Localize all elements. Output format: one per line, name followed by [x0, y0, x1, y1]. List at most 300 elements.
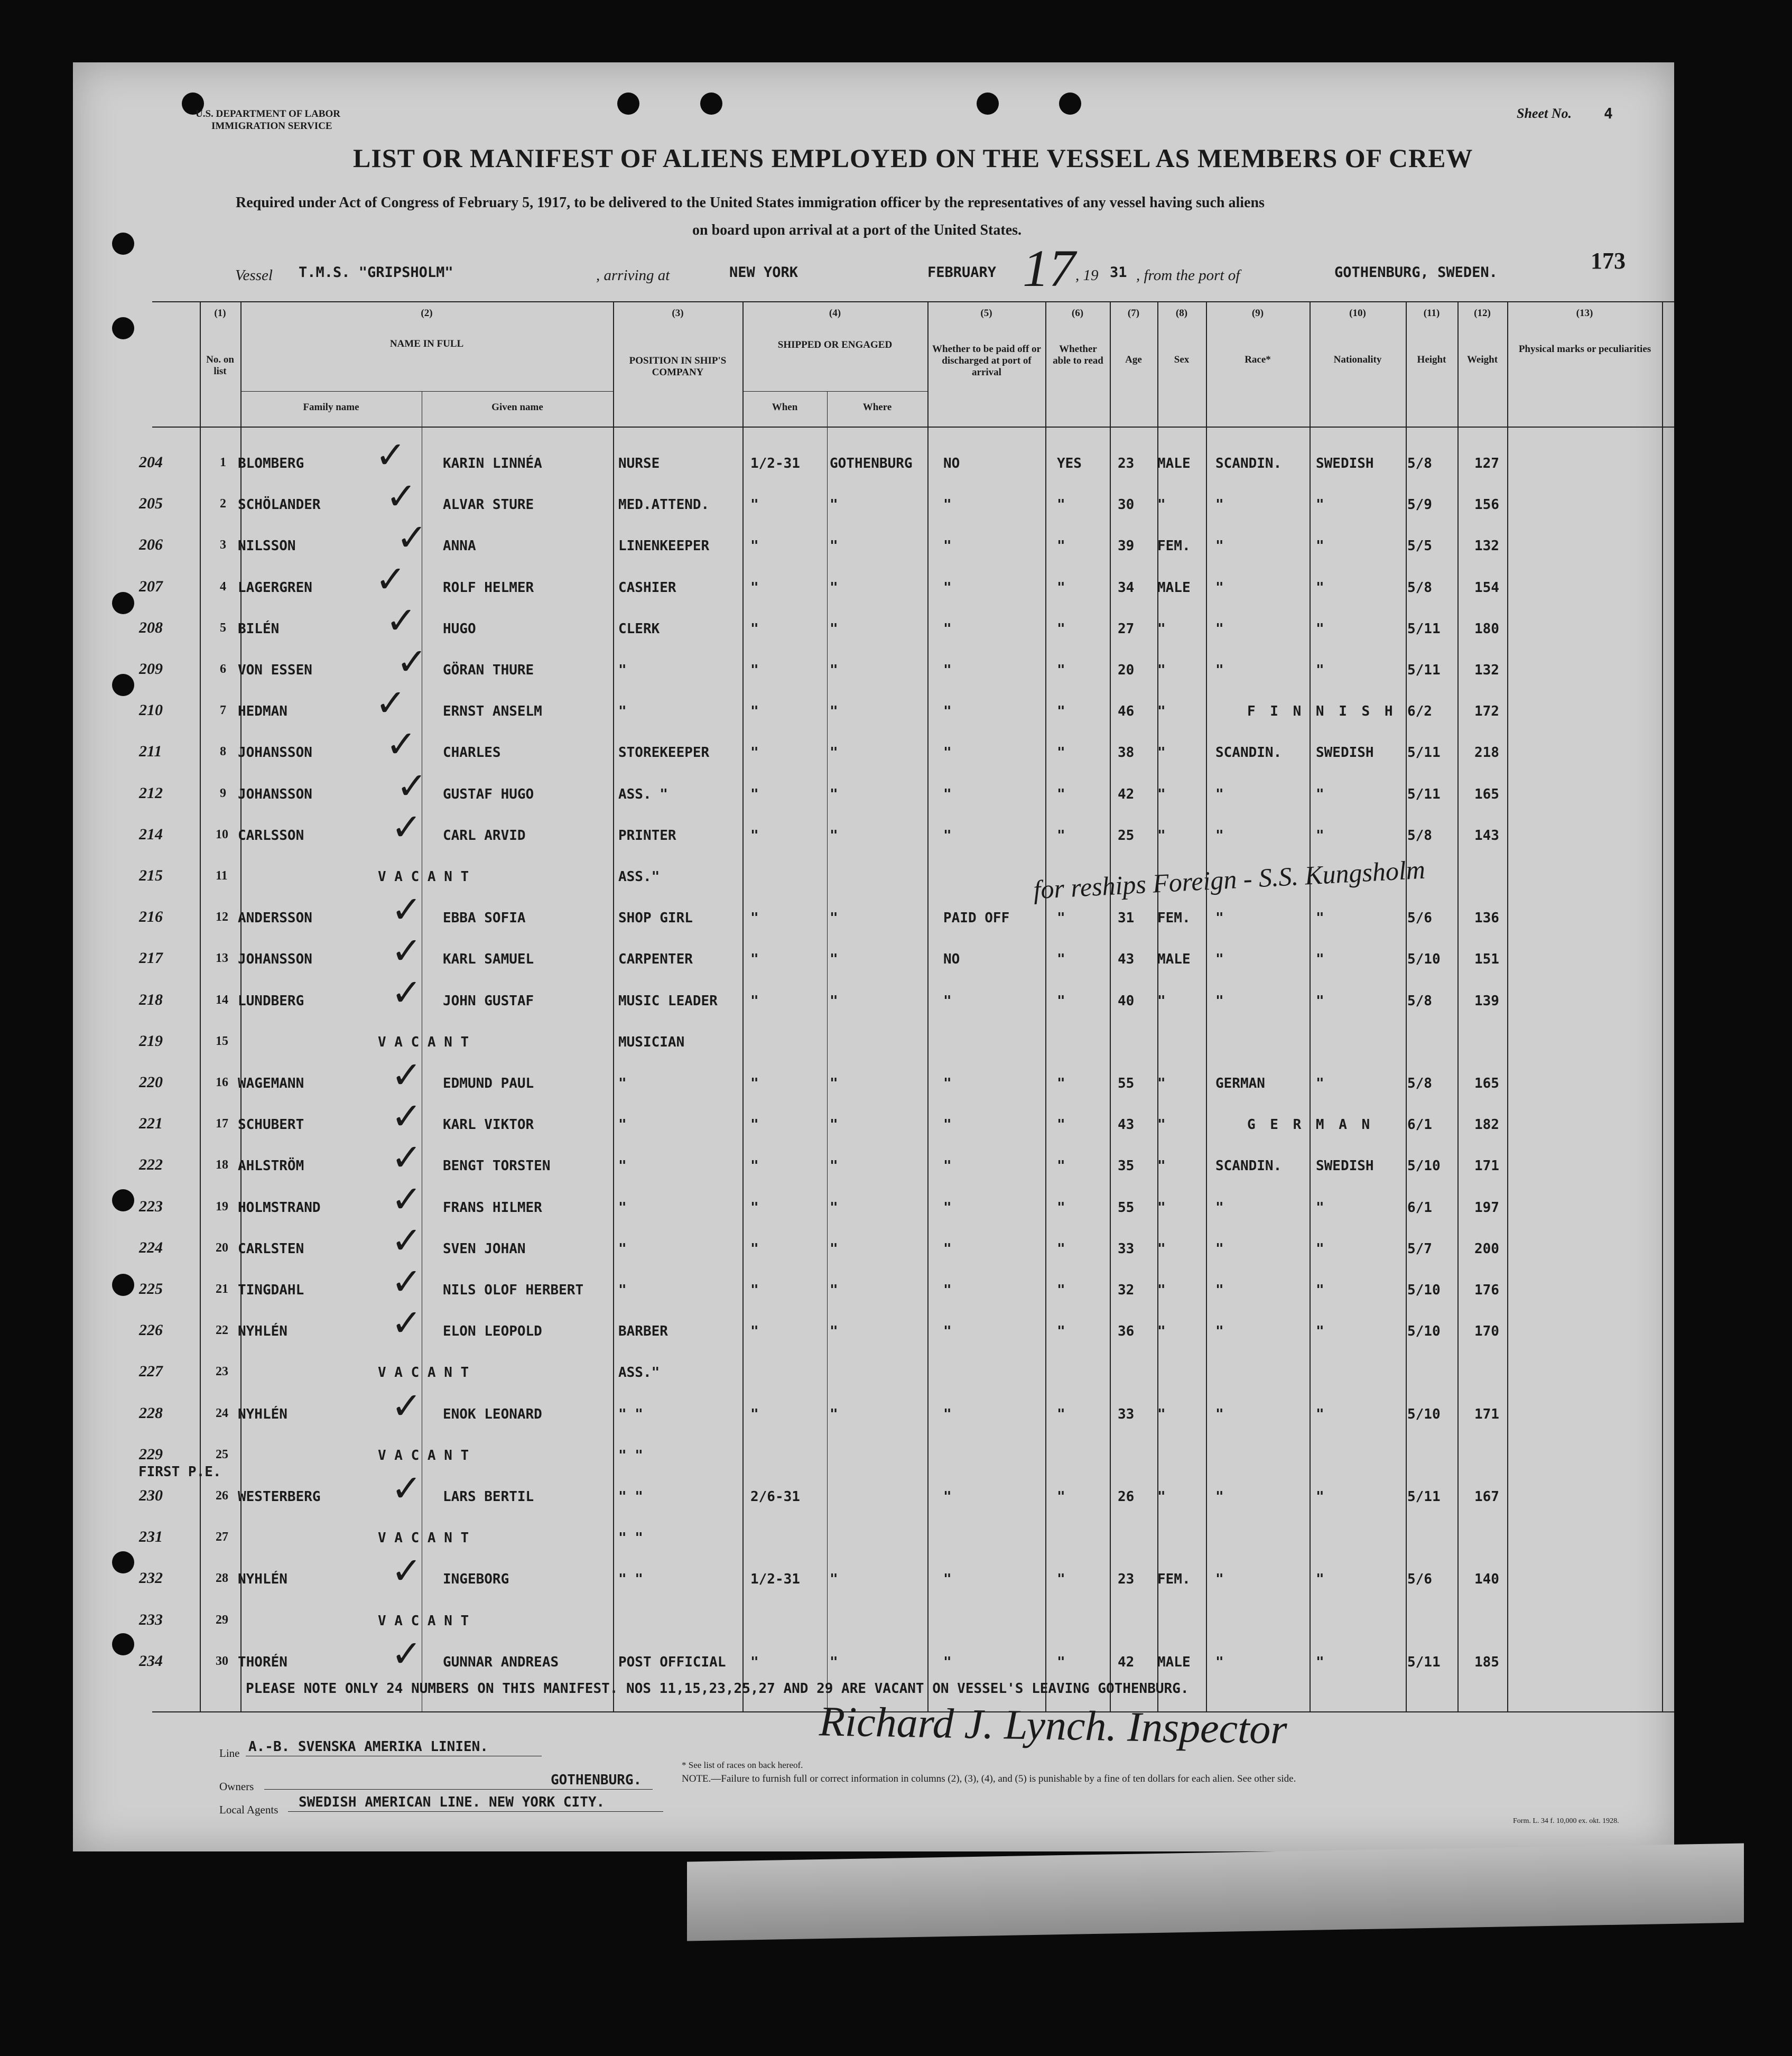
vacancy-note: PLEASE NOTE ONLY 24 NUMBERS ON THIS MANIFEST. NOS 11,15,23,25,27 AND 29 ARE VACANT ON VESSEL'S LEAVING GOTHENBURG. [246, 1681, 1189, 1697]
col-rule [613, 301, 614, 1711]
sex: " [1157, 497, 1166, 513]
race: " [1215, 1654, 1224, 1670]
shipped-when: " [750, 1158, 759, 1174]
family-name: NILSSON [238, 538, 296, 554]
ledger-number: 206 [139, 536, 163, 553]
race: " [1215, 1571, 1224, 1587]
weight: 132 [1474, 538, 1499, 554]
list-number: 3 [220, 538, 226, 552]
position: MUSICIAN [618, 1034, 685, 1050]
ledger-number: 230 [139, 1487, 163, 1504]
shipped-when: " [750, 745, 759, 761]
shipped-where: " [830, 580, 838, 596]
shipped-when: " [750, 1200, 759, 1216]
col3-header: POSITION IN SHIP'S COMPANY [629, 355, 727, 378]
position: BARBER [618, 1323, 668, 1339]
race: SCANDIN. [1215, 456, 1282, 471]
paid-off: " [943, 1654, 952, 1670]
shipped-when: " [750, 662, 759, 678]
nationality: " [1316, 1571, 1324, 1587]
race: " [1215, 1489, 1224, 1505]
list-number: 22 [216, 1323, 228, 1337]
year-prefix: , 19 [1075, 267, 1099, 284]
position: " [618, 1158, 627, 1174]
col8-number: (8) [1175, 308, 1188, 319]
shipped-when: " [750, 703, 759, 719]
punch-hole [700, 92, 722, 115]
sex: " [1157, 1076, 1166, 1091]
ledger-number: 209 [139, 660, 163, 678]
given-name: BENGT TORSTEN [443, 1158, 551, 1174]
given-name: LARS BERTIL [443, 1489, 534, 1505]
family-name: BILÉN [238, 621, 280, 637]
owners-label: Owners [219, 1780, 254, 1793]
sex: MALE [1157, 1654, 1191, 1670]
ledger-number: 226 [139, 1321, 163, 1339]
list-number: 7 [220, 703, 226, 717]
list-number: 19 [216, 1200, 228, 1214]
sheet-number: 4 [1604, 105, 1613, 122]
height: 5/5 [1407, 538, 1432, 554]
punch-hole [112, 592, 134, 614]
given-name: EBBA SOFIA [443, 910, 526, 926]
paid-off: " [943, 993, 952, 1009]
checkmark-icon: ✓ [391, 1549, 422, 1592]
weight: 171 [1474, 1158, 1499, 1174]
given-name: V A C A N T [378, 1613, 469, 1629]
sex: " [1157, 828, 1166, 844]
list-number: 27 [216, 1530, 228, 1544]
height: 5/7 [1407, 1241, 1432, 1257]
shipped-when: " [750, 1117, 759, 1133]
ledger-number: 214 [139, 826, 163, 843]
position: LINENKEEPER [618, 538, 710, 554]
shipped-where: " [830, 910, 838, 926]
owners-value: GOTHENBURG. [551, 1772, 642, 1788]
position: " " [618, 1448, 643, 1464]
paid-off: " [943, 1323, 952, 1339]
checkmark-icon: ✓ [391, 1467, 422, 1510]
ledger-number: 204 [139, 453, 163, 471]
family-name: VON ESSEN [238, 662, 312, 678]
weight: 139 [1474, 993, 1499, 1009]
nationality: " [1316, 786, 1324, 802]
shipped-when: " [750, 621, 759, 637]
paid-off: " [943, 1158, 952, 1174]
weight: 132 [1474, 662, 1499, 678]
height: 6/1 [1407, 1117, 1432, 1133]
weight: 180 [1474, 621, 1499, 637]
list-number: 17 [216, 1117, 228, 1131]
checkmark-icon: ✓ [375, 433, 406, 477]
position: SHOP GIRL [618, 910, 693, 926]
position: " [618, 662, 627, 678]
paid-off: " [943, 828, 952, 844]
race: " [1215, 951, 1224, 967]
race: GERMAN [1215, 1076, 1265, 1091]
given-name: JOHN GUSTAF [443, 993, 534, 1009]
checkmark-icon: ✓ [396, 764, 428, 808]
position: " [618, 1117, 627, 1133]
paid-off: " [943, 1282, 952, 1298]
shipped-where: " [830, 538, 838, 554]
shipped-when: 1/2-31 [750, 456, 800, 471]
paid-off: " [943, 703, 952, 719]
shipped-where: " [830, 993, 838, 1009]
shipped-when: " [750, 786, 759, 802]
given-name: GÖRAN THURE [443, 662, 534, 678]
height: 5/11 [1407, 1489, 1441, 1505]
height: 5/11 [1407, 662, 1441, 678]
family-name: HOLMSTRAND [238, 1200, 321, 1216]
sex: " [1157, 786, 1166, 802]
nationality: " [1316, 1654, 1324, 1670]
checkmark-icon: ✓ [391, 1260, 422, 1303]
paid-off: NO [943, 456, 960, 471]
arrival-year: 31 [1110, 264, 1127, 281]
owners-rule [264, 1789, 653, 1790]
age: 25 [1118, 828, 1135, 844]
agents-value: SWEDISH AMERICAN LINE. NEW YORK CITY. [299, 1794, 605, 1810]
checkmark-icon: ✓ [386, 723, 417, 766]
vessel-name: T.M.S. "GRIPSHOLM" [299, 264, 453, 281]
shipped-where: " [830, 662, 838, 678]
height: 5/11 [1407, 621, 1441, 637]
shipped-where: " [830, 1406, 838, 1422]
shipped-when: " [750, 538, 759, 554]
paid-off: " [943, 1200, 952, 1216]
shipped-when: 2/6-31 [750, 1489, 800, 1505]
able-to-read: " [1057, 993, 1065, 1009]
position: ASS." [618, 869, 660, 885]
shipped-when: " [750, 1282, 759, 1298]
paid-off: " [943, 745, 952, 761]
age: 20 [1118, 662, 1135, 678]
shipped-where: " [830, 1241, 838, 1257]
height: 5/10 [1407, 1323, 1441, 1339]
checkmark-icon: ✓ [386, 475, 417, 518]
given-name: V A C A N T [378, 1448, 469, 1464]
able-to-read: " [1057, 662, 1065, 678]
arriving-label: , arriving at [596, 267, 670, 284]
weight: 151 [1474, 951, 1499, 967]
able-to-read: " [1057, 786, 1065, 802]
position: NURSE [618, 456, 660, 471]
age: 36 [1118, 1323, 1135, 1339]
subtitle-line2: on board upon arrival at a port of the United States. [692, 222, 1022, 238]
col-rule [1507, 301, 1508, 1711]
vessel-label: Vessel [235, 267, 273, 284]
arrival-month: FEBRUARY [927, 264, 997, 281]
sheet-label: Sheet No. [1517, 106, 1572, 121]
given-name: V A C A N T [378, 869, 469, 885]
height: 5/8 [1407, 1076, 1432, 1091]
position: ASS." [618, 1365, 660, 1381]
position: " " [618, 1571, 643, 1587]
height: 5/9 [1407, 497, 1432, 513]
sex: MALE [1157, 951, 1191, 967]
ledger-number: 231 [139, 1528, 163, 1545]
nationality: " [1316, 910, 1324, 926]
weight: 136 [1474, 910, 1499, 926]
col2a-header: Family name [303, 402, 359, 413]
col4-number: (4) [829, 308, 841, 319]
height: 5/10 [1407, 1158, 1441, 1174]
list-number: 30 [216, 1654, 228, 1668]
shipped-subhead-rule [742, 391, 927, 392]
given-name: HUGO [443, 621, 476, 637]
list-number: 14 [216, 993, 228, 1007]
weight: 140 [1474, 1571, 1499, 1587]
shipped-where: " [830, 786, 838, 802]
ledger-number: 215 [139, 867, 163, 884]
shipped-when: " [750, 828, 759, 844]
arrival-day: 17 [1023, 239, 1075, 298]
sex: " [1157, 662, 1166, 678]
col9-header: Race* [1245, 354, 1271, 365]
sex: " [1157, 1282, 1166, 1298]
col12-header: Weight [1466, 354, 1498, 365]
col-rule [1206, 301, 1207, 1711]
family-name: SCHUBERT [238, 1117, 304, 1133]
position: " [618, 1076, 627, 1091]
list-number: 29 [216, 1613, 228, 1627]
age: 46 [1118, 703, 1135, 719]
height: 5/10 [1407, 1282, 1441, 1298]
paid-off: NO [943, 951, 960, 967]
family-name: SCHÖLANDER [238, 497, 321, 513]
shipped-when: " [750, 910, 759, 926]
paid-off: " [943, 1117, 952, 1133]
height: 5/8 [1407, 993, 1432, 1009]
shipped-where: " [830, 703, 838, 719]
sex: " [1157, 703, 1166, 719]
height: 5/10 [1407, 1406, 1441, 1422]
punch-hole [617, 92, 639, 115]
position: " [618, 1241, 627, 1257]
family-name: AHLSTRÖM [238, 1158, 304, 1174]
sex: " [1157, 993, 1166, 1009]
paid-off: " [943, 1076, 952, 1091]
shipped-where: " [830, 1076, 838, 1091]
family-name: NYHLÉN [238, 1323, 287, 1339]
shipped-when: " [750, 497, 759, 513]
age: 42 [1118, 786, 1135, 802]
list-number: 16 [216, 1076, 228, 1089]
list-number: 4 [220, 580, 226, 594]
list-number: 13 [216, 951, 228, 965]
sex: " [1157, 745, 1166, 761]
age: 23 [1118, 456, 1135, 471]
given-name: ERNST ANSELM [443, 703, 542, 719]
paid-off: " [943, 1241, 952, 1257]
height: 5/8 [1407, 580, 1432, 596]
penalty-note: NOTE.—Failure to furnish full or correct information in columns (2), (3), (4), and (5) is punishable by a fine of ten dollars for each alien. See other side. [682, 1773, 1296, 1784]
col13-number: (13) [1576, 308, 1593, 319]
able-to-read: " [1057, 1076, 1065, 1091]
races-note: * See list of races on back hereof. [682, 1760, 803, 1770]
punch-hole [112, 317, 134, 339]
family-name: BLOMBERG [238, 456, 304, 471]
family-name: NYHLÉN [238, 1571, 287, 1587]
punch-hole [112, 233, 134, 255]
sex: FEM. [1157, 910, 1191, 926]
paid-off: " [943, 497, 952, 513]
family-name: CARLSSON [238, 828, 304, 844]
weight: 127 [1474, 456, 1499, 471]
col6-header: Whether able to read [1053, 344, 1103, 366]
race: " [1215, 1200, 1224, 1216]
checkmark-icon: ✓ [391, 1053, 422, 1097]
ledger-number: 211 [139, 743, 162, 760]
able-to-read: " [1057, 621, 1065, 637]
age: 33 [1118, 1406, 1135, 1422]
able-to-read: " [1057, 828, 1065, 844]
race: SCANDIN. [1215, 1158, 1282, 1174]
col1-header: No. on list [206, 354, 234, 377]
given-name: ENOK LEONARD [443, 1406, 542, 1422]
given-name: KARL VIKTOR [443, 1117, 534, 1133]
nationality: " [1316, 538, 1324, 554]
ledger-number: 225 [139, 1280, 163, 1298]
race: " [1215, 621, 1224, 637]
col-rule [1310, 301, 1311, 1711]
race: " [1215, 1323, 1224, 1339]
paid-off: " [943, 1406, 952, 1422]
col-rule [1045, 301, 1046, 1711]
col7-header: Age [1125, 354, 1142, 365]
ledger-number: 217 [139, 949, 163, 967]
nationality: " [1316, 621, 1324, 637]
age: 43 [1118, 951, 1135, 967]
weight: 165 [1474, 786, 1499, 802]
able-to-read: " [1057, 703, 1065, 719]
position: POST OFFICIAL [618, 1654, 726, 1670]
height: 5/10 [1407, 951, 1441, 967]
list-number: 23 [216, 1365, 228, 1378]
paid-off: " [943, 786, 952, 802]
given-name: ANNA [443, 538, 476, 554]
sex: " [1157, 1117, 1166, 1133]
col5-header: Whether to be paid off or discharged at port of arrival [932, 344, 1041, 378]
weight: 170 [1474, 1323, 1499, 1339]
checkmark-icon: ✓ [391, 971, 422, 1014]
ledger-number: 221 [139, 1115, 163, 1132]
race: " [1215, 1241, 1224, 1257]
line-label: Line [219, 1747, 240, 1759]
able-to-read: " [1057, 1282, 1065, 1298]
ledger-number: 208 [139, 619, 163, 636]
sex: " [1157, 1158, 1166, 1174]
punch-hole [112, 1551, 134, 1573]
position: CARPENTER [618, 951, 693, 967]
able-to-read: " [1057, 951, 1065, 967]
able-to-read: " [1057, 910, 1065, 926]
col1-number: (1) [214, 308, 226, 319]
paid-off: " [943, 1571, 952, 1587]
nationality: SWEDISH [1316, 1158, 1374, 1174]
given-name: GUNNAR ANDREAS [443, 1654, 559, 1670]
given-name: V A C A N T [378, 1365, 469, 1381]
shipped-when: " [750, 580, 759, 596]
able-to-read: " [1057, 1241, 1065, 1257]
col-rule [1110, 301, 1111, 1711]
checkmark-icon: ✓ [391, 929, 422, 973]
family-name: LUNDBERG [238, 993, 304, 1009]
ledger-number: 234 [139, 1652, 163, 1670]
nationality: " [1316, 1489, 1324, 1505]
col-rule [200, 301, 201, 1711]
ledger-number: 207 [139, 578, 163, 595]
col11-header: Height [1417, 354, 1446, 365]
weight: 176 [1474, 1282, 1499, 1298]
col2-number: (2) [421, 308, 433, 319]
list-number: 28 [216, 1571, 228, 1585]
checkmark-icon: ✓ [391, 1219, 422, 1262]
checkmark-icon: ✓ [391, 1384, 422, 1428]
nationality: " [1316, 1200, 1324, 1216]
height: 5/11 [1407, 745, 1441, 761]
weight: 165 [1474, 1076, 1499, 1091]
ledger-number: 216 [139, 908, 163, 925]
shipped-where: " [830, 828, 838, 844]
nationality: " [1316, 497, 1324, 513]
given-name: V A C A N T [378, 1530, 469, 1546]
col-rule [927, 301, 929, 1711]
list-number: 15 [216, 1034, 228, 1048]
header-bottom-rule [152, 427, 1674, 428]
given-name: FRANS HILMER [443, 1200, 542, 1216]
agents-label: Local Agents [219, 1803, 278, 1816]
position: " [618, 703, 627, 719]
nationality: " [1316, 1323, 1324, 1339]
family-name: JOHANSSON [238, 745, 312, 761]
age: 40 [1118, 993, 1135, 1009]
able-to-read: " [1057, 745, 1065, 761]
able-to-read: YES [1057, 456, 1082, 471]
checkmark-icon: ✓ [391, 888, 422, 931]
able-to-read: " [1057, 1489, 1065, 1505]
family-name: WESTERBERG [238, 1489, 321, 1505]
ledger-number: 223 [139, 1198, 163, 1215]
shipped-where: " [830, 497, 838, 513]
family-name: ANDERSSON [238, 910, 312, 926]
form-number: Form. L. 34 f. 10,000 ex. okt. 1928. [1513, 1817, 1619, 1825]
punch-hole [112, 1633, 134, 1655]
position: " " [618, 1530, 643, 1546]
list-number: 21 [216, 1282, 228, 1296]
weight: 185 [1474, 1654, 1499, 1670]
age: 39 [1118, 538, 1135, 554]
col11-number: (11) [1423, 308, 1440, 319]
weight: 154 [1474, 580, 1499, 596]
name-subhead-rule [240, 391, 613, 392]
nationality: " [1316, 951, 1324, 967]
weight: 171 [1474, 1406, 1499, 1422]
able-to-read: " [1057, 1406, 1065, 1422]
ledger-number: 228 [139, 1404, 163, 1422]
shipped-when: " [750, 1241, 759, 1257]
paid-off: " [943, 1489, 952, 1505]
sex: " [1157, 1200, 1166, 1216]
list-number: 11 [216, 869, 228, 883]
age: 34 [1118, 580, 1135, 596]
race: G E R M A N [1247, 1117, 1373, 1133]
col3-number: (3) [672, 308, 684, 319]
sex: " [1157, 1406, 1166, 1422]
from-label: , from the port of [1136, 267, 1240, 284]
paid-off: PAID OFF [943, 910, 1010, 926]
